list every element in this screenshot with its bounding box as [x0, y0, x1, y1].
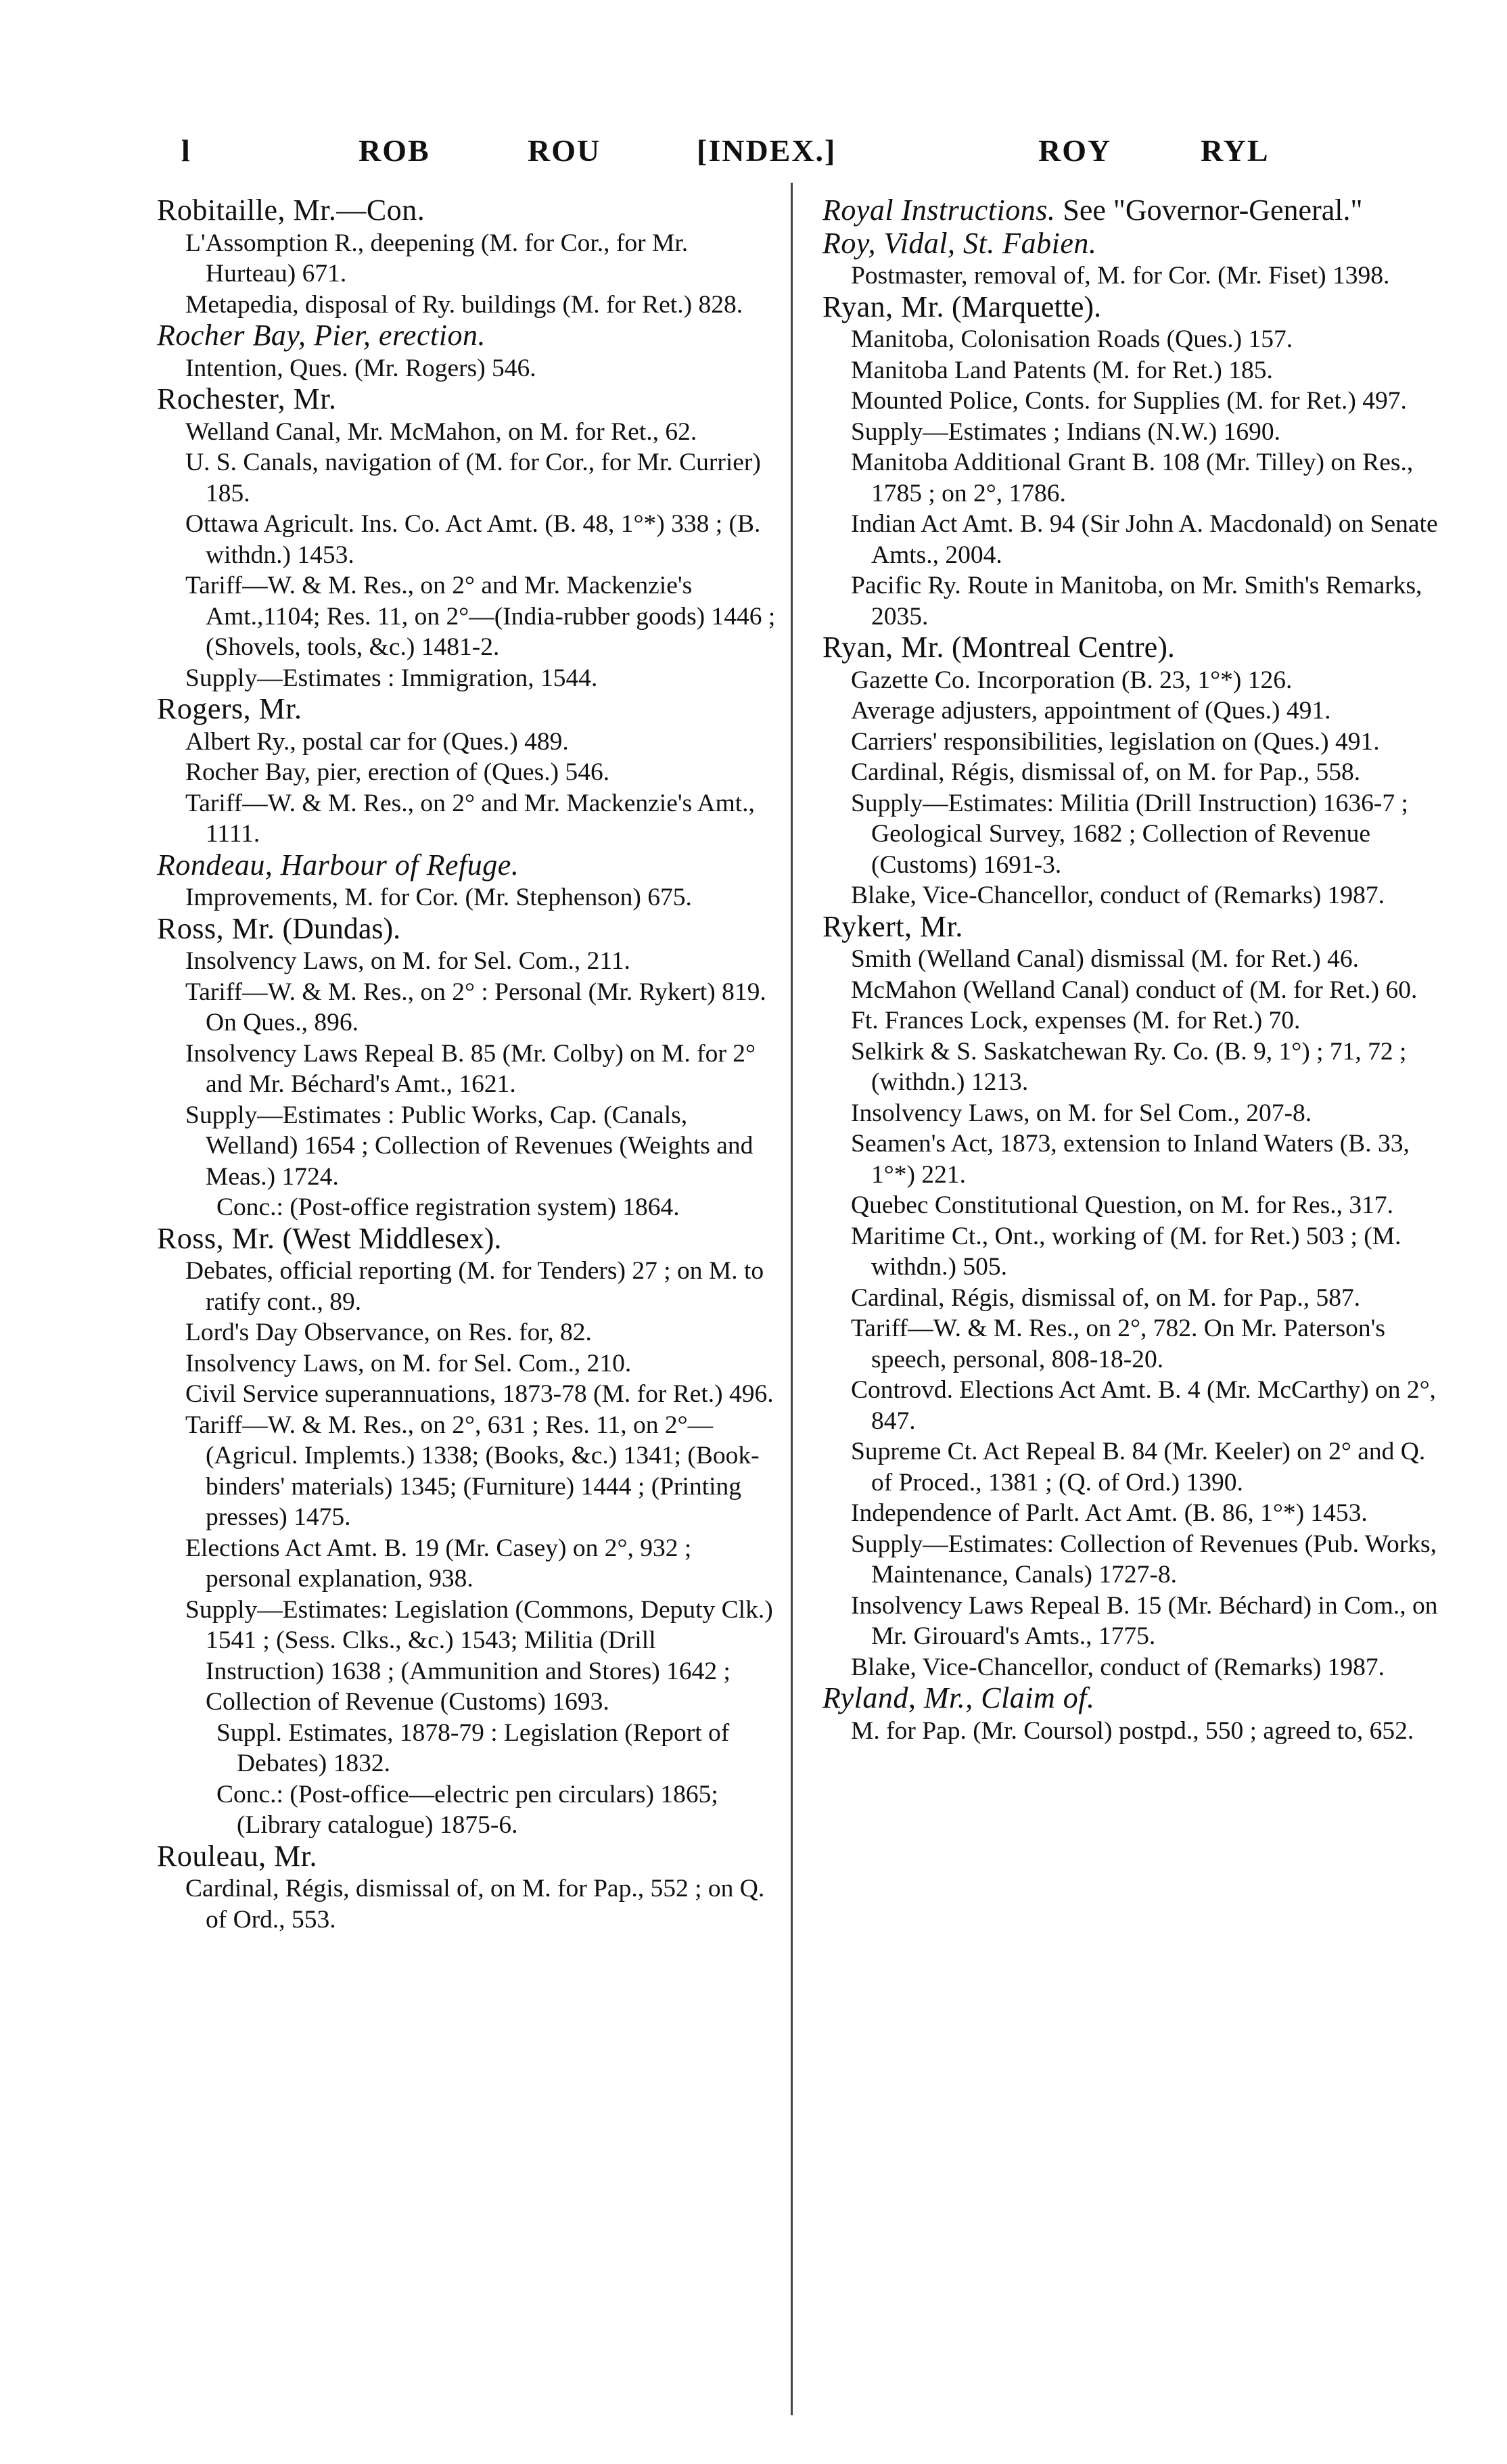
entry-line: Civil Service superannuations, 1873-78 (M. for Ret.) 496. [185, 1380, 774, 1408]
entry-line: Cardinal, Régis, dismissal of, on M. for Pap., 587. [851, 1283, 1361, 1312]
entry-line: Supply—Estimates: Militia (Drill Instruction) 1636-7 ; Geological Survey, 1682 ; Collection of Revenue (Customs) 1691-3. [851, 789, 1408, 879]
entry-line: Indian Act Amt. B. 94 (Sir John A. Macdonald) on Senate Amts., 2004. [851, 510, 1438, 569]
entry-line: Lord's Day Observance, on Res. for, 82. [185, 1319, 592, 1346]
left-range-start: ROB [358, 133, 430, 168]
index-entry [822, 228, 1445, 292]
entry-line: Blake, Vice-Chancellor, conduct of (Remarks) 1987. [851, 1653, 1385, 1681]
entry-suffix: See "Governor-General." [1055, 193, 1363, 227]
entry-line: Ottawa Agricult. Ins. Co. Act Amt. (B. 48, 1°*) 338 ; (B. withdn.) 1453. [185, 510, 761, 569]
entry-line: Improvements, M. for Cor. (Mr. Stephenson) 675. [185, 884, 692, 911]
entry-line: Ft. Frances Lock, expenses (M. for Ret.) 70. [851, 1007, 1301, 1034]
column-divider [791, 183, 793, 2415]
index-entry [157, 195, 779, 320]
entry-heading [157, 384, 779, 417]
right-range-start: ROY [1038, 133, 1112, 168]
entry-name: Robitaille, Mr.—Con. [157, 193, 425, 227]
entry-heading [157, 693, 779, 727]
entry-line: Tariff—W. & M. Res., on 2° : Personal (Mr. Rykert) 819. On Ques., 896. [185, 978, 766, 1036]
entry-line: Supply—Estimates: Collection of Revenues (Pub. Works, Maintenance, Canals) 1727-8. [851, 1530, 1437, 1589]
running-head [162, 133, 1326, 180]
entry-line: Tariff—W. & M. Res., on 2° and Mr. Mackenzie's Amt., 1111. [185, 789, 755, 848]
entry-line: M. for Pap. (Mr. Coursol) postpd., 550 ; agreed to, 652. [851, 1716, 1414, 1745]
entry-line: Manitoba, Colonisation Roads (Ques.) 157. [851, 325, 1293, 353]
entry-heading [822, 292, 1445, 325]
entry-line: Supreme Ct. Act Repeal B. 84 (Mr. Keeler) on 2° and Q. of Proced., 1381 ; (Q. of Ord.) 1390. [851, 1438, 1426, 1497]
entry-line: Debates, official reporting (M. for Tenders) 27 ; on M. to ratify cont., 89. [185, 1257, 764, 1316]
index-entry [157, 320, 779, 384]
entry-line: Albert Ry., postal car for (Ques.) 489. [185, 727, 569, 756]
entry-name: Ross, Mr. [157, 911, 275, 945]
index-entry [822, 292, 1445, 633]
index-entry [157, 384, 779, 693]
entry-suffix: (Marquette). [944, 290, 1102, 323]
entry-line: Manitoba Land Patents (M. for Ret.) 185. [851, 356, 1273, 384]
entry-name: Rykert, Mr. [822, 909, 963, 943]
index-entry [822, 195, 1445, 228]
entry-line: U. S. Canals, navigation of (M. for Cor., for Mr. Currier) 185. [185, 449, 761, 507]
entry-line: Insolvency Laws, on M. for Sel Com., 207-8. [851, 1099, 1312, 1127]
index-entry [157, 850, 779, 913]
index-entry [157, 913, 779, 1223]
entry-line: Average adjusters, appointment of (Ques.) 491. [851, 697, 1331, 725]
index-entry [157, 693, 779, 850]
entry-heading [157, 320, 779, 353]
page-number: l [181, 133, 191, 168]
entry-name: Rogers, Mr. [157, 692, 302, 725]
entry-line: Supply—Estimates ; Indians (N.W.) 1690. [851, 417, 1281, 446]
entry-line: Gazette Co. Incorporation (B. 23, 1°*) 126. [851, 666, 1293, 694]
entry-heading [157, 913, 779, 946]
entry-line: Supply—Estimates: Legislation (Commons, Deputy Clk.) 1541 ; (Sess. Clks., &c.) 1543; Militia (Drill Instruction) 1638 ; (Ammunition and Stores) 1642 ; Collection of Revenue (Customs) 1693. [185, 1595, 773, 1716]
entry-line: Rocher Bay, pier, erection of (Ques.) 546. [185, 758, 610, 786]
entry-line: Insolvency Laws, on M. for Sel. Com., 211. [185, 947, 630, 975]
entry-name: Rochester, Mr. [157, 382, 337, 415]
entry-heading [822, 911, 1445, 944]
entry-line: Supply—Estimates : Public Works, Cap. (Canals, Welland) 1654 ; Collection of Revenues (Weights and Meas.) 1724. [185, 1101, 754, 1191]
entry-line: Pacific Ry. Route in Manitoba, on Mr. Smith's Remarks, 2035. [851, 572, 1422, 631]
entry-line: Insolvency Laws, on M. for Sel. Com., 210. [185, 1349, 632, 1377]
entry-line: Mounted Police, Conts. for Supplies (M. for Ret.) 497. [851, 387, 1407, 415]
left-column [157, 195, 779, 1935]
entry-subline: Conc.: (Post-office registration system) 1864. [216, 1193, 680, 1221]
entry-heading [157, 1841, 779, 1874]
entry-subline: Suppl. Estimates, 1878-79 : Legislation (Report of Debates) 1832. [216, 1718, 730, 1777]
entry-line: Insolvency Laws Repeal B. 85 (Mr. Colby) on M. for 2° and Mr. Béchard's Amt., 1621. [185, 1039, 756, 1098]
entry-line: Supply—Estimates : Immigration, 1544. [185, 664, 598, 692]
entry-subline: Conc.: (Post-office—electric pen circulars) 1865; (Library catalogue) 1875-6. [216, 1780, 718, 1839]
entry-line: Insolvency Laws Repeal B. 15 (Mr. Béchard) in Com., on Mr. Girouard's Amts., 1775. [851, 1591, 1438, 1650]
entry-line: Maritime Ct., Ont., working of (M. for Ret.) 503 ; (M. withdn.) 505. [851, 1222, 1401, 1281]
entry-line: Tariff—W. & M. Res., on 2°, 631 ; Res. 11, on 2°—(Agricul. Implemts.) 1338; (Books, &c.) 1341; (Book-binders' materials) 1345; (Furniture) 1444 ; (Printing presses) 1475. [185, 1411, 760, 1531]
entry-line: Blake, Vice-Chancellor, conduct of (Remarks) 1987. [851, 882, 1385, 909]
entry-line: Manitoba Additional Grant B. 108 (Mr. Tilley) on Res., 1785 ; on 2°, 1786. [851, 449, 1414, 507]
index-entry [157, 1841, 779, 1936]
entry-name: Royal Instructions. [822, 193, 1056, 227]
entry-name: Rocher Bay, Pier, erection. [157, 319, 486, 352]
entry-heading [822, 1683, 1445, 1716]
entry-line: Welland Canal, Mr. McMahon, on M. for Ret., 62. [185, 417, 697, 446]
entry-heading [157, 1223, 779, 1256]
entry-name: Ryan, Mr. [822, 631, 944, 664]
entry-line: Metapedia, disposal of Ry. buildings (M. for Ret.) 828. [185, 290, 743, 319]
entry-line: Selkirk & S. Saskatchewan Ry. Co. (B. 9, 1°) ; 71, 72 ; (withdn.) 1213. [851, 1037, 1407, 1096]
index-title: [INDEX.] [697, 133, 837, 168]
entry-line: L'Assomption R., deepening (M. for Cor., for Mr. Hurteau) 671. [185, 229, 689, 288]
entry-name: Rondeau, Harbour of Refuge. [157, 848, 519, 882]
entry-heading [822, 228, 1445, 261]
entry-line: Cardinal, Régis, dismissal of, on M. for Pap., 558. [851, 758, 1361, 786]
entry-name: Roy, Vidal, St. Fabien. [822, 226, 1097, 260]
entry-line: Smith (Welland Canal) dismissal (M. for Ret.) 46. [851, 945, 1360, 973]
entry-line: Independence of Parlt. Act Amt. (B. 86, 1°*) 1453. [851, 1499, 1368, 1527]
entry-suffix: (West Middlesex). [275, 1221, 502, 1255]
entry-line: Elections Act Amt. B. 19 (Mr. Casey) on 2°, 932 ; personal explanation, 938. [185, 1534, 692, 1593]
entry-line: McMahon (Welland Canal) conduct of (M. for Ret.) 60. [851, 976, 1418, 1004]
entry-line: Seamen's Act, 1873, extension to Inland Waters (B. 33, 1°*) 221. [851, 1130, 1410, 1189]
entry-heading [822, 195, 1445, 228]
entry-suffix: (Montreal Centre). [944, 631, 1175, 664]
entry-name: Rouleau, Mr. [157, 1839, 317, 1873]
entry-suffix: (Dundas). [275, 911, 401, 945]
entry-line: Intention, Ques. (Mr. Rogers) 546. [185, 354, 536, 382]
entry-name: Ryan, Mr. [822, 290, 944, 323]
entry-name: Ross, Mr. [157, 1221, 275, 1255]
index-entry [822, 911, 1445, 1683]
left-range-end: ROU [528, 133, 601, 168]
index-entry [822, 1683, 1445, 1746]
entry-line: Tariff—W. & M. Res., on 2° and Mr. Mackenzie's Amt.,1104; Res. 11, on 2°—(India-rubber goods) 1446 ; (Shovels, tools, &c.) 1481-2. [185, 572, 776, 661]
entry-heading [822, 632, 1445, 665]
right-column [822, 195, 1445, 1746]
entry-line: Postmaster, removal of, M. for Cor. (Mr. Fiset) 1398. [851, 262, 1390, 290]
entry-line: Controvd. Elections Act Amt. B. 4 (Mr. McCarthy) on 2°, 847. [851, 1376, 1436, 1435]
entry-line: Cardinal, Régis, dismissal of, on M. for Pap., 552 ; on Q. of Ord., 553. [185, 1875, 765, 1934]
index-entry [157, 1223, 779, 1841]
entry-heading [157, 850, 779, 883]
right-range-end: RYL [1201, 133, 1270, 168]
index-entry [822, 632, 1445, 911]
entry-line: Quebec Constitutional Question, on M. for Res., 317. [851, 1191, 1394, 1219]
entry-line: Carriers' responsibilities, legislation on (Ques.) 491. [851, 727, 1380, 756]
entry-name: Ryland, Mr., Claim of. [822, 1681, 1095, 1714]
entry-heading [157, 195, 779, 228]
entry-line: Tariff—W. & M. Res., on 2°, 782. On Mr. Paterson's speech, personal, 808-18-20. [851, 1315, 1385, 1373]
